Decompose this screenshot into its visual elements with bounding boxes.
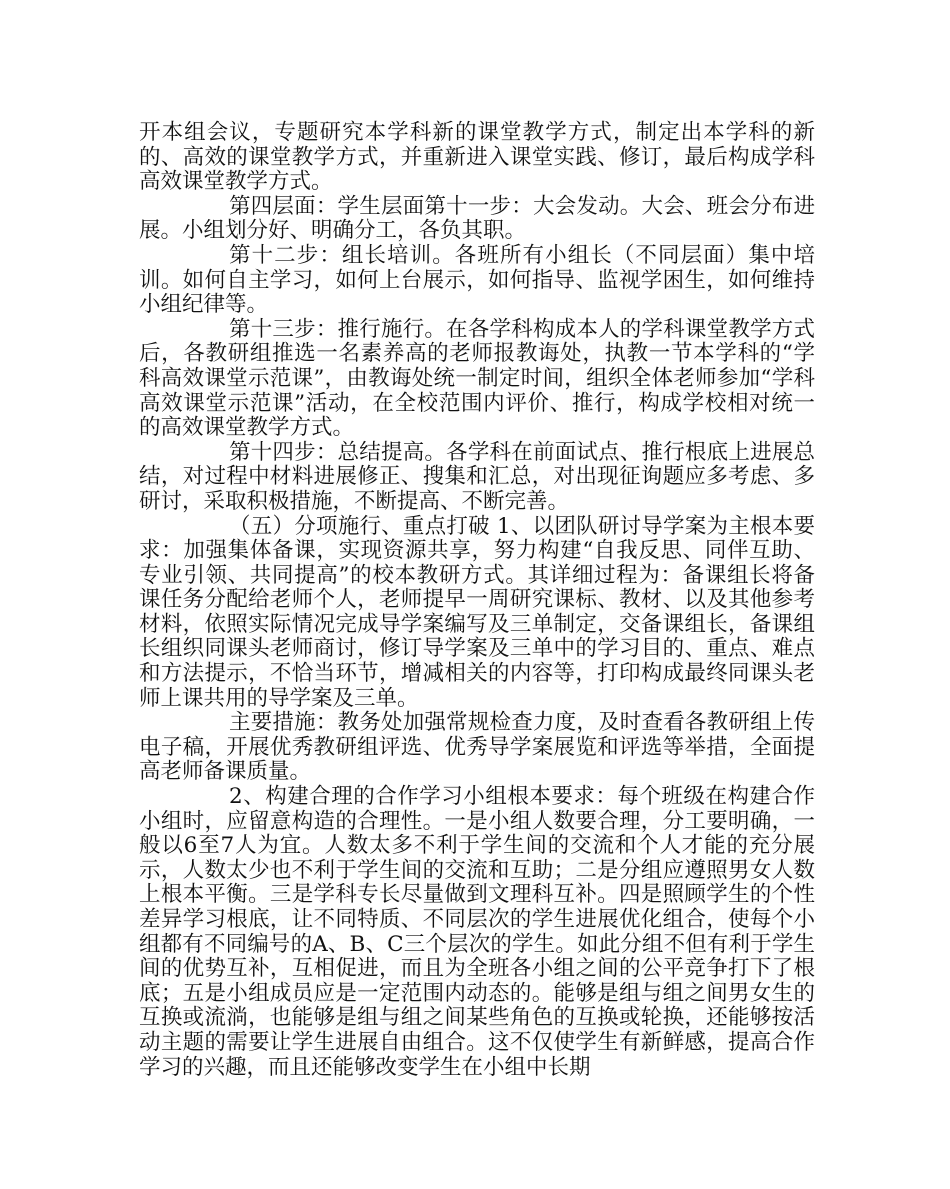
body-text [139, 121, 815, 1080]
paragraph-step-13: 第十三步：推行施行。在各学科构成本人的学科课堂教学方式后，各教研组推选一名素养高的老师报教诲处，执教一节本学科的“学科高效课堂示范课”，由教诲处统一制定时间，组织全体老师参加“学科高效课堂示范课”活动，在全校范围内评价、推行，构成学校相对统一的高效课堂教学方式。 [139, 316, 815, 441]
paragraph-section-5: （五）分项施行、重点打破 1、以团队研讨导学案为主根本要求：加强集体备课，实现资源共享，努力构建“自我反思、同伴互助、专业引领、共同提高”的校本教研方式。其详细过程为：备课组长将备课任务分配给老师个人，老师提早一周研究课标、教材、以及其他参考材料，依照实际情况完成导学案编写及三单制定，交备课组长，备课组长组织同课头老师商讨，修订导学案及三单中的学习目的、重点、难点和方法提示，不恰当环节，增减相关的内容等，打印构成最终同课头老师上课共用的导学案及三单。 [139, 513, 815, 711]
paragraph-step-12: 第十二步：组长培训。各班所有小组长（不同层面）集中培训。如何自主学习，如何上台展示，如何指导、监视学困生，如何维持小组纪律等。 [139, 242, 815, 318]
paragraph-step-11: 第四层面：学生层面第十一步：大会发动。大会、班会分布进展。小组划分好、明确分工，各负其职。 [139, 193, 815, 244]
paragraph-step-14: 第十四步：总结提高。各学科在前面试点、推行根底上进展总结，对过程中材料进展修正、搜集和汇总，对出现征询题应多考虑、多研讨，采取积极措施，不断提高、不断完善。 [139, 439, 815, 514]
paragraph-main-measures: 主要措施：教务处加强常规检查力度，及时查看各教研组上传电子稿，开展优秀教研组评选、优秀导学案展览和评选等举措，全面提高老师备课质量。 [139, 710, 815, 785]
paragraph-continuation: 开本组会议，专题研究本学科新的课堂教学方式，制定出本学科的新的、高效的课堂教学方式，并重新进入课堂实践、修订，最后构成学科高效课堂教学方式。 [139, 120, 815, 195]
paragraph-cooperative-groups: 2、构建合理的合作学习小组根本要求：每个班级在构建合作小组时，应留意构造的合理性。一是小组人数要合理，分工要明确，一般以6至7人为宜。人数太多不利于学生间的交流和个人才能的充分展示，人数太少也不利于学生间的交流和互助；二是分组应遵照男女人数上根本平衡。三是学科专长尽量做到文理科互补。四是照顾学生的个性差异学习根底，让不同特质、不同层次的学生进展优化组合，使每个小组都有不同编号的A、B、C三个层次的学生。如此分组不但有利于学生间的优势互补，互相促进，而且为全班各小组之间的公平竞争打下了根底；五是小组成员应是一定范围内动态的。能够是组与组之间男女生的互换或流淌，也能够是组与组之间某些角色的互换或轮换，还能够按活动主题的需要让学生进展自由组合。这不仅使学生有新鲜感，提高合作学习的兴趣，而且还能够改变学生在小组中长期 [139, 784, 815, 1080]
